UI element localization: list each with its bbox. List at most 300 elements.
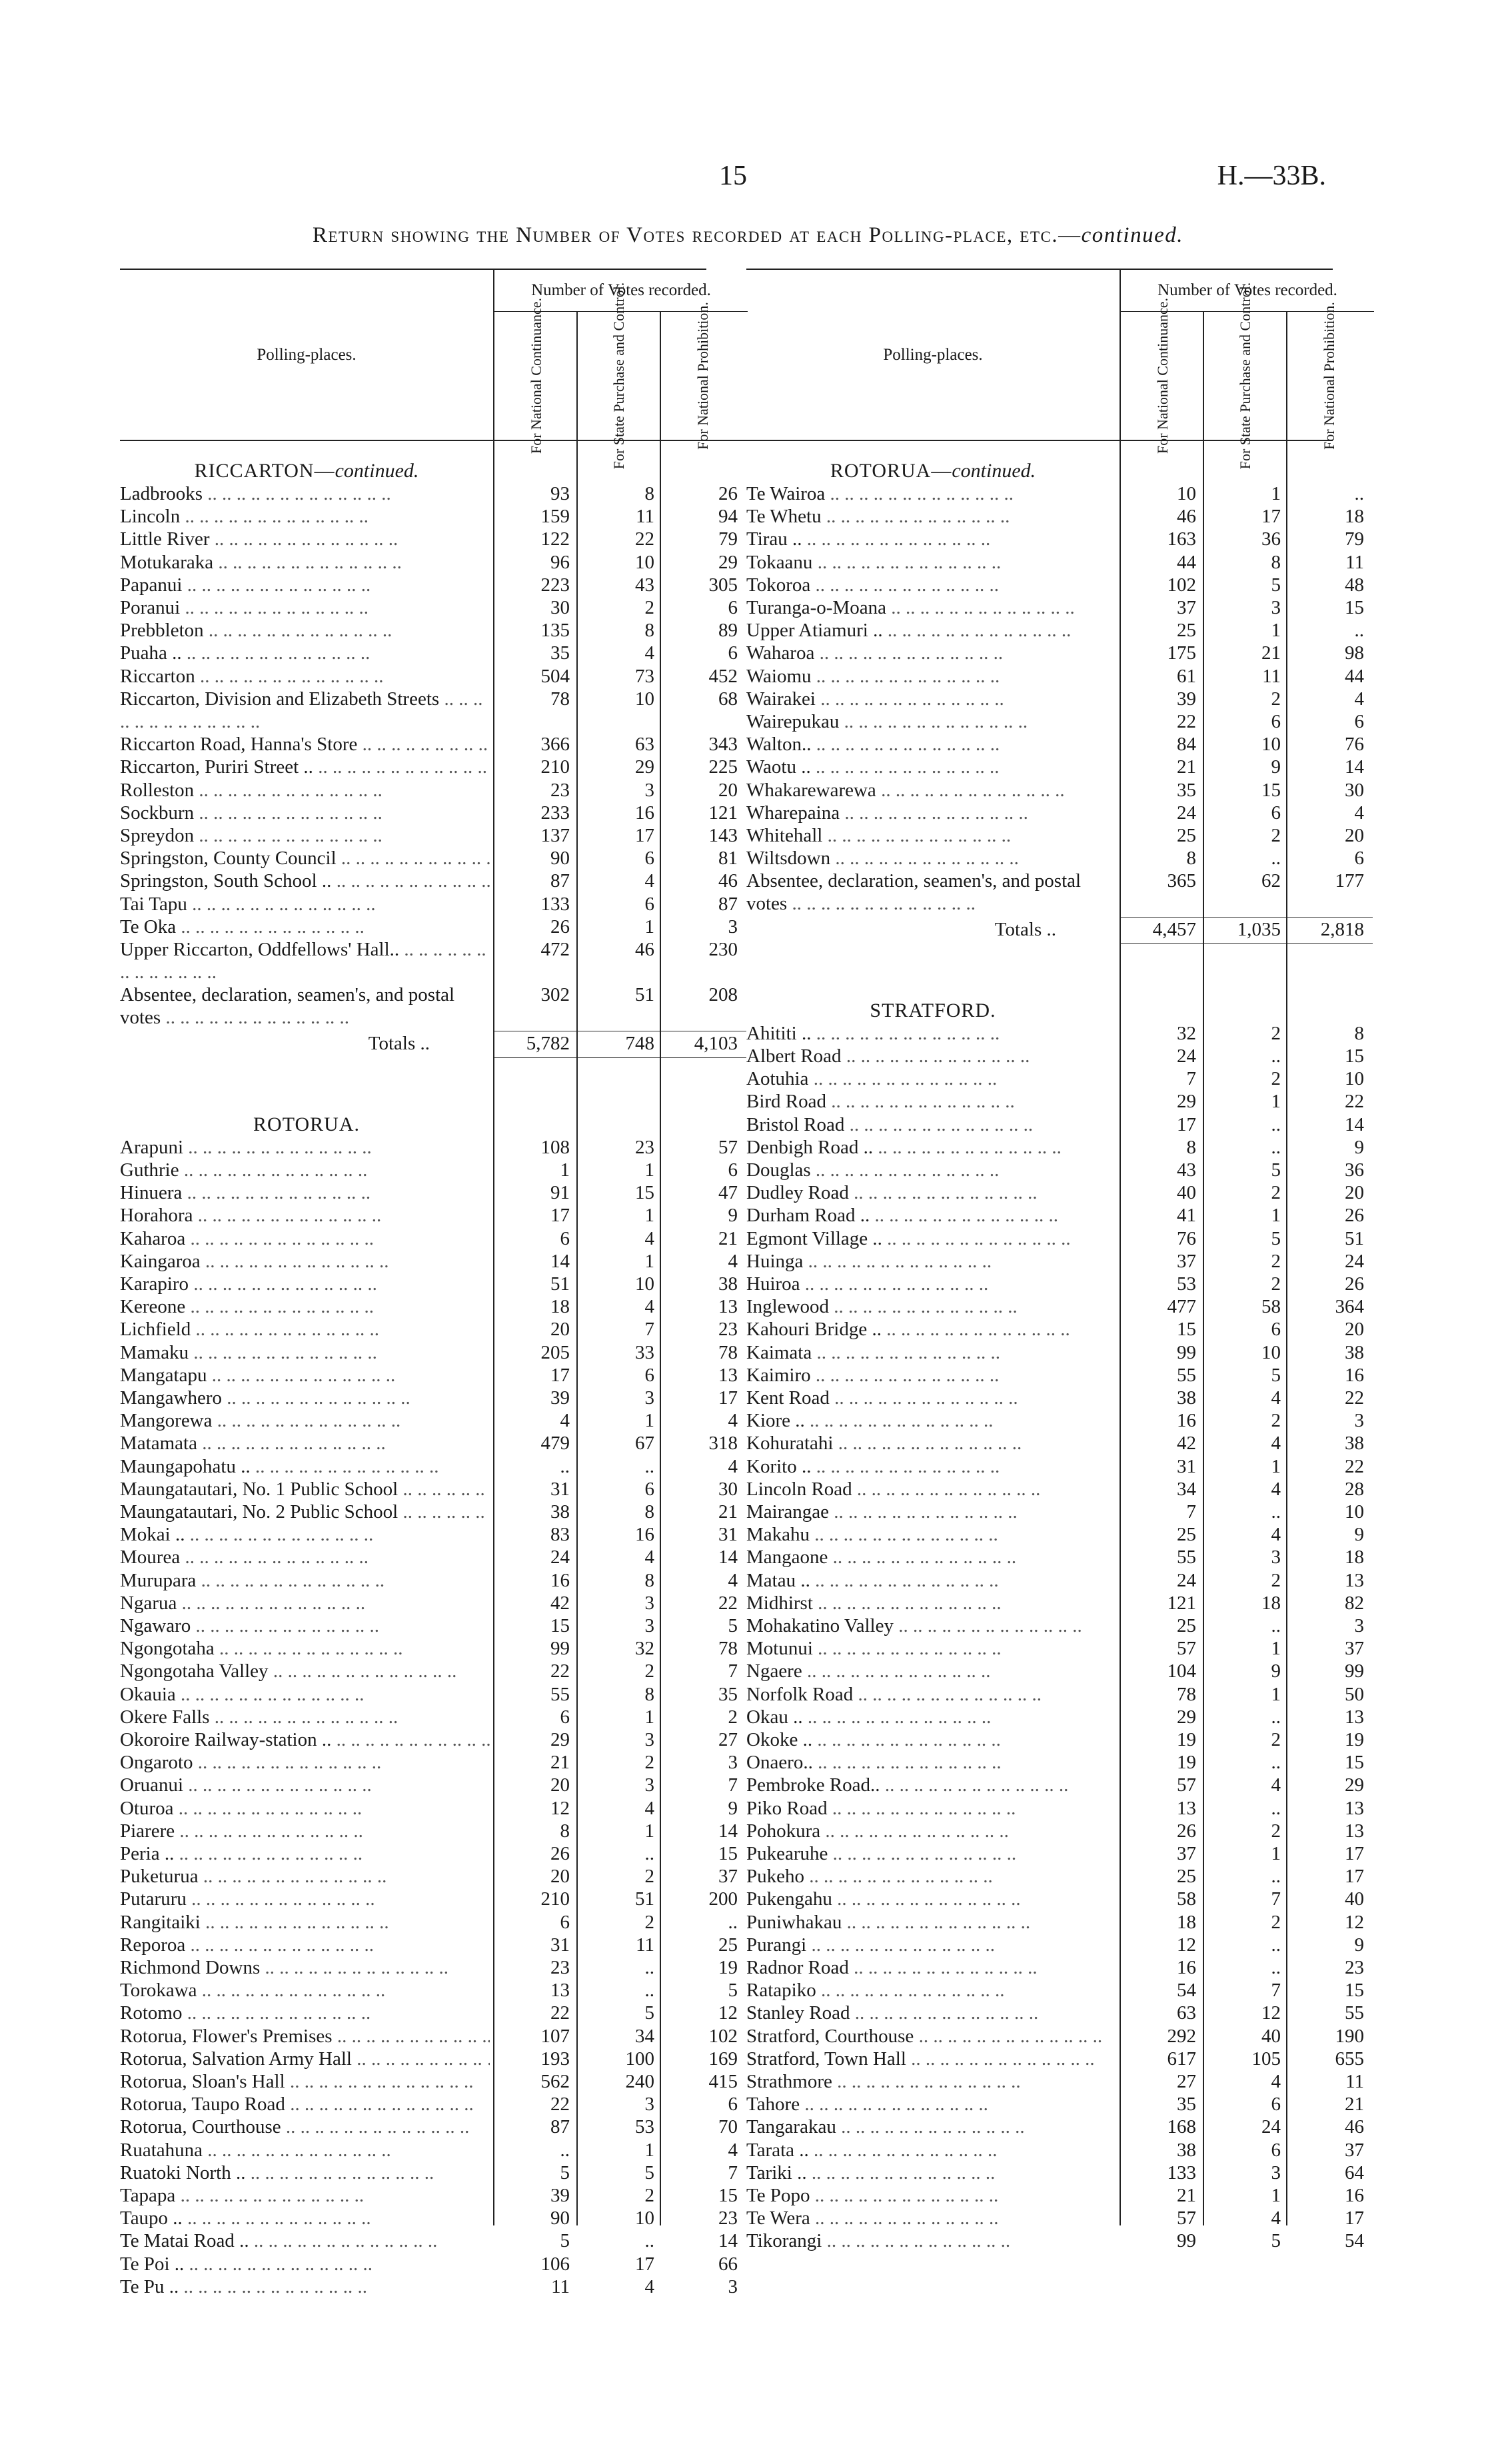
prohibition-votes: 5 xyxy=(728,1980,738,2002)
table-row xyxy=(746,824,1364,847)
section-continued: continued. xyxy=(335,460,419,482)
continuance-votes: 159 xyxy=(540,506,570,528)
table-row xyxy=(746,1432,1364,1455)
polling-place-name: Richmond Downs .. .. xyxy=(120,1956,490,1979)
polling-place-name: Upper Atiamuri .. .. .. xyxy=(746,619,1116,642)
state-purchase-votes: 4 xyxy=(1271,1478,1281,1500)
state-purchase-votes: 2 xyxy=(1271,1410,1281,1432)
continuance-votes: 84 xyxy=(1177,734,1196,756)
prohibition-votes: 21 xyxy=(718,1227,738,1249)
table-row xyxy=(746,1797,1364,1820)
table-row xyxy=(746,2002,1364,2024)
continuance-votes: 12 xyxy=(1177,1934,1196,1956)
state-purchase-votes: 4 xyxy=(644,1227,654,1249)
state-purchase-votes: 4 xyxy=(1271,2071,1281,2092)
state-purchase-votes: 5 xyxy=(1271,1159,1281,1181)
polling-place-name: Bird Road .. .. xyxy=(746,1090,1116,1113)
state-purchase-votes: 3 xyxy=(644,1774,654,1796)
polling-place-name: Mangatapu .. .. xyxy=(120,1364,490,1387)
table-row xyxy=(746,1250,1364,1273)
prohibition-votes: 44 xyxy=(1345,665,1364,687)
prohibition-votes: 70 xyxy=(718,2116,738,2138)
state-purchase-votes: 105 xyxy=(1251,2048,1281,2070)
table-row xyxy=(120,938,746,961)
prohibition-votes: 51 xyxy=(1345,1227,1364,1249)
state-purchase-votes: 10 xyxy=(1261,734,1281,756)
table-row xyxy=(120,2048,746,2070)
polling-place-name: Pohokura .. .. xyxy=(746,1820,1116,1842)
polling-place-name: Okoroire Railway-station .. .. .. xyxy=(120,1728,490,1751)
table-row xyxy=(746,1409,1364,1432)
state-purchase-votes: 51 xyxy=(635,984,654,1006)
table-row xyxy=(746,1045,1364,1067)
state-purchase-votes: 36 xyxy=(1261,528,1281,550)
prohibition-votes: 35 xyxy=(718,1683,738,1705)
table-row xyxy=(746,642,1364,664)
state-purchase-votes: 240 xyxy=(625,2071,654,2092)
prohibition-votes: 415 xyxy=(708,2071,738,2092)
prohibition-votes: 38 xyxy=(1345,1433,1364,1455)
polling-place-name: Rotorua, Sloan's Hall .. .. xyxy=(120,2070,490,2093)
state-purchase-votes: 3 xyxy=(644,1729,654,1750)
prohibition-votes: 4 xyxy=(728,1455,738,1477)
table-row xyxy=(746,1751,1364,1774)
polling-place-name: Arapuni .. .. xyxy=(120,1136,490,1159)
state-purchase-votes: 8 xyxy=(644,1501,654,1523)
continuance-votes: 39 xyxy=(1177,688,1196,710)
prohibition-votes: 452 xyxy=(708,665,738,687)
table-row xyxy=(746,1569,1364,1592)
table-row xyxy=(746,1820,1364,1842)
table-row xyxy=(746,2139,1364,2161)
state-purchase-votes: 1 xyxy=(1271,1455,1281,1477)
continuance-votes: 6 xyxy=(560,1706,570,1728)
polling-place-name: Mokai .. .. .. xyxy=(120,1523,490,1546)
table-row xyxy=(746,1888,1364,1910)
table-row xyxy=(746,665,1364,688)
continuance-votes: 24 xyxy=(1177,802,1196,824)
prohibition-votes: .. xyxy=(1354,620,1364,642)
state-purchase-votes: 4 xyxy=(644,870,654,892)
polling-place-name: Maungatautari, No. 1 Public School .. .. xyxy=(120,1478,490,1501)
continuance-votes: 135 xyxy=(540,620,570,642)
state-purchase-votes: 73 xyxy=(635,665,654,687)
continuance-votes: 42 xyxy=(1177,1433,1196,1455)
state-purchase-votes: 4 xyxy=(1271,1387,1281,1409)
state-purchase-votes: 2 xyxy=(1271,1068,1281,1090)
state-purchase-votes: 17 xyxy=(635,2253,654,2275)
prohibition-votes: 9 xyxy=(728,1797,738,1819)
prohibition-votes: 3 xyxy=(728,1752,738,1774)
continuance-votes: 29 xyxy=(1177,1706,1196,1728)
continuance-votes: 13 xyxy=(1177,1797,1196,1819)
polling-place-name: Te Whetu .. .. xyxy=(746,505,1116,528)
continuance-votes: 25 xyxy=(1177,825,1196,846)
prohibition-votes: 15 xyxy=(1345,1045,1364,1067)
table-row xyxy=(746,1934,1364,1956)
state-purchase-votes: .. xyxy=(1271,1706,1281,1728)
polling-place-name: Wairepukau .. .. xyxy=(746,710,1116,733)
table-row xyxy=(746,2184,1364,2207)
table-row xyxy=(746,1979,1364,2002)
prohibition-votes: 15 xyxy=(718,2185,738,2206)
continuance-votes: 15 xyxy=(1177,1319,1196,1341)
state-purchase-votes: 4 xyxy=(644,2275,654,2297)
section-heading xyxy=(746,460,1120,482)
prohibition-votes: 225 xyxy=(708,756,738,778)
state-purchase-votes: 2 xyxy=(1271,1820,1281,1842)
continuance-votes: 31 xyxy=(1177,1455,1196,1477)
continuance-votes: 40 xyxy=(1177,1182,1196,1204)
prohibition-votes: 20 xyxy=(1345,825,1364,846)
polling-place-name: Putaruru .. .. xyxy=(120,1888,490,1910)
table-row xyxy=(746,1113,1364,1136)
state-purchase-votes: 6 xyxy=(1271,802,1281,824)
table-row xyxy=(746,2116,1364,2138)
table-row xyxy=(746,1842,1364,1865)
polling-place-name: Tokaanu .. .. xyxy=(746,551,1116,574)
table-row xyxy=(746,1956,1364,1979)
table-row xyxy=(746,619,1364,642)
state-purchase-votes: 10 xyxy=(1261,1341,1281,1363)
continuance-votes: 12 xyxy=(550,1797,570,1819)
prohibition-votes: 13 xyxy=(1345,1820,1364,1842)
prohibition-votes: 4 xyxy=(1354,802,1364,824)
polling-place-name: Rotorua, Flower's Premises .. .. xyxy=(120,2025,490,2048)
prohibition-votes: 79 xyxy=(718,528,738,550)
state-purchase-votes: 10 xyxy=(635,2207,654,2229)
state-purchase-votes: 10 xyxy=(635,688,654,710)
continuance-votes: 193 xyxy=(540,2048,570,2070)
polling-place-name: Stratford, Town Hall .. .. xyxy=(746,2048,1116,2070)
polling-place-name: Purangi .. .. xyxy=(746,1934,1116,1956)
state-purchase-votes: 5 xyxy=(644,2161,654,2183)
table-row xyxy=(120,1842,746,1865)
polling-place-name: Lichfield .. .. xyxy=(120,1318,490,1341)
state-purchase-votes: .. xyxy=(644,1455,654,1477)
continuance-votes: 477 xyxy=(1167,1296,1196,1318)
state-purchase-votes: 40 xyxy=(1261,2025,1281,2047)
state-purchase-votes: 67 xyxy=(635,1433,654,1455)
prohibition-votes: 14 xyxy=(1345,1113,1364,1135)
polling-place-name: Douglas .. .. xyxy=(746,1159,1116,1181)
title-main: Return showing the Number of Votes recorded at each Polling-place, etc.— xyxy=(312,223,1082,247)
continuance-votes: 57 xyxy=(1177,2207,1196,2229)
polling-place-name: Te Pu .. .. .. xyxy=(120,2275,490,2298)
state-purchase-votes: 24 xyxy=(1261,2116,1281,2138)
prohibition-votes: 22 xyxy=(1345,1091,1364,1113)
state-purchase-votes: 51 xyxy=(635,1888,654,1910)
polling-place-name: Te Popo .. .. xyxy=(746,2184,1116,2207)
table-row xyxy=(746,1478,1364,1501)
prohibition-votes: 19 xyxy=(718,1957,738,1978)
table-row xyxy=(746,1067,1364,1090)
prohibition-votes: 21 xyxy=(1345,2094,1364,2116)
polling-place-name: Rotorua, Taupo Road .. .. xyxy=(120,2093,490,2116)
continuance-votes: 29 xyxy=(1177,1091,1196,1113)
prohibition-votes: 6 xyxy=(728,642,738,664)
prohibition-votes: 3 xyxy=(1354,1410,1364,1432)
prohibition-votes: 10 xyxy=(1345,1501,1364,1523)
polling-place-name: Ruatahuna .. .. xyxy=(120,2139,490,2161)
polling-place-name: Motukaraka .. .. xyxy=(120,551,490,574)
table-row xyxy=(746,1364,1364,1387)
table-row xyxy=(120,983,746,1029)
table-row xyxy=(120,1341,746,1364)
polling-place-name: Rangitaiki .. .. xyxy=(120,1911,490,1934)
polling-place-name: Kaingaroa .. .. xyxy=(120,1250,490,1273)
continuance-votes: 96 xyxy=(550,551,570,573)
prohibition-votes: 10 xyxy=(1345,1068,1364,1090)
table-row xyxy=(120,596,746,619)
prohibition-votes: 14 xyxy=(718,2230,738,2252)
state-purchase-votes: 6 xyxy=(1271,1319,1281,1341)
prohibition-votes: 78 xyxy=(718,1341,738,1363)
state-purchase-votes: 16 xyxy=(635,1524,654,1546)
state-purchase-votes: 15 xyxy=(635,1182,654,1204)
continuance-votes: 17 xyxy=(550,1205,570,1227)
prohibition-votes: 14 xyxy=(718,1546,738,1568)
polling-place-name: Mamaku .. .. xyxy=(120,1341,490,1364)
table-row xyxy=(746,1592,1364,1614)
state-purchase-votes: .. xyxy=(1271,1957,1281,1978)
continuance-votes: 175 xyxy=(1167,642,1196,664)
continuance-votes: 562 xyxy=(540,2071,570,2092)
table-row xyxy=(746,2161,1364,2184)
table-row xyxy=(120,2275,746,2298)
continuance-votes: 106 xyxy=(540,2253,570,2275)
continuance-votes: 104 xyxy=(1167,1660,1196,1682)
state-purchase-votes: 29 xyxy=(635,756,654,778)
state-purchase-votes: 9 xyxy=(1271,1660,1281,1682)
polling-place-name: Spreydon .. .. xyxy=(120,824,490,847)
state-purchase-votes: 3 xyxy=(644,1615,654,1636)
state-purchase-votes: 2 xyxy=(1271,1022,1281,1044)
prohibition-votes: .. xyxy=(1354,483,1364,504)
prohibition-votes: 24 xyxy=(1345,1250,1364,1272)
table-row xyxy=(120,1820,746,1842)
polling-place-name: Waotu .. .. .. xyxy=(746,756,1116,778)
prohibition-votes: 6 xyxy=(728,2094,738,2116)
polling-place-name: Peria .. .. .. xyxy=(120,1842,490,1865)
table-row xyxy=(746,1865,1364,1888)
state-purchase-votes: 3 xyxy=(644,1592,654,1614)
prohibition-votes: 20 xyxy=(1345,1319,1364,1341)
state-purchase-votes: 5 xyxy=(644,2002,654,2024)
table-row xyxy=(746,1022,1364,1045)
table-row xyxy=(120,1911,746,1934)
prohibition-votes: 29 xyxy=(1345,1774,1364,1796)
state-purchase-votes: .. xyxy=(1271,1113,1281,1135)
continuance-votes: 210 xyxy=(540,1888,570,1910)
continuance-votes: 20 xyxy=(550,1866,570,1888)
polling-place-name: Puaha .. .. .. xyxy=(120,642,490,664)
continuance-votes: 19 xyxy=(1177,1752,1196,1774)
continuance-votes: 122 xyxy=(540,528,570,550)
table-row xyxy=(746,756,1364,778)
table-row xyxy=(120,802,746,824)
prohibition-votes: 318 xyxy=(708,1433,738,1455)
prohibition-votes: 177 xyxy=(1335,870,1364,892)
continuance-votes: 137 xyxy=(540,825,570,846)
state-purchase-votes: 1 xyxy=(644,1820,654,1842)
state-purchase-votes: 3 xyxy=(644,1387,654,1409)
prohibition-votes: 102 xyxy=(708,2025,738,2047)
state-purchase-votes: 2 xyxy=(1271,825,1281,846)
continuance-votes: 41 xyxy=(1177,1205,1196,1227)
table-row xyxy=(746,1660,1364,1682)
continuance-votes: 16 xyxy=(550,1569,570,1591)
polling-place-name: Poranui .. .. xyxy=(120,596,490,619)
state-purchase-votes: 2 xyxy=(1271,1182,1281,1204)
table-row xyxy=(120,893,746,916)
continuance-votes: 42 xyxy=(550,1592,570,1614)
continuance-votes: 504 xyxy=(540,665,570,687)
state-purchase-votes: 5 xyxy=(1271,2230,1281,2252)
prohibition-votes: 17 xyxy=(1345,1843,1364,1864)
prohibition-votes: 15 xyxy=(1345,597,1364,618)
state-purchase-votes: 2 xyxy=(644,1911,654,1933)
prohibition-votes: 143 xyxy=(708,825,738,846)
table-row xyxy=(120,505,746,528)
continuance-votes: 24 xyxy=(1177,1045,1196,1067)
totals-label: Totals .. xyxy=(368,1032,430,1054)
table-row xyxy=(120,1523,746,1546)
table-row xyxy=(746,2025,1364,2048)
table-row xyxy=(746,1637,1364,1660)
polling-place-name: Lincoln .. .. xyxy=(120,505,490,528)
prohibition-votes: 15 xyxy=(1345,1980,1364,2002)
polling-place-name: Huiroa .. .. xyxy=(746,1273,1116,1295)
continuance-votes: 31 xyxy=(550,1934,570,1956)
table-row xyxy=(120,1273,746,1295)
continuance-votes: 61 xyxy=(1177,665,1196,687)
polling-place-name: Tahore .. .. xyxy=(746,2093,1116,2116)
polling-place-name: Rotorua, Salvation Army Hall .. .. xyxy=(120,2048,490,2070)
table-row xyxy=(746,505,1364,528)
continuance-votes: 20 xyxy=(550,1319,570,1341)
state-purchase-votes: 11 xyxy=(1262,665,1281,687)
table-row xyxy=(746,1683,1364,1706)
prohibition-votes: 17 xyxy=(1345,2207,1364,2229)
table-row xyxy=(746,2093,1364,2116)
state-purchase-votes: 4 xyxy=(1271,1774,1281,1796)
table-row xyxy=(120,2253,746,2275)
polling-place-name: Waiomu .. .. xyxy=(746,665,1116,688)
table-row xyxy=(120,1295,746,1318)
continuance-votes: 21 xyxy=(1177,756,1196,778)
polling-place-name: Strathmore .. .. xyxy=(746,2070,1116,2093)
prohibition-votes: 17 xyxy=(1345,1866,1364,1888)
table-row xyxy=(746,870,1364,915)
table-row xyxy=(120,1409,746,1432)
table-row xyxy=(120,1159,746,1181)
polling-place-name: Pembroke Road.. .. .. xyxy=(746,1774,1116,1796)
table-row xyxy=(746,1911,1364,1934)
polling-place-name: Tokoroa .. .. xyxy=(746,574,1116,596)
prohibition-votes: 26 xyxy=(1345,1273,1364,1295)
continuance-votes: 23 xyxy=(550,1957,570,1978)
polling-place-name: Mairangae .. .. xyxy=(746,1501,1116,1523)
prohibition-votes: 17 xyxy=(718,1387,738,1409)
polling-place-name: Te Poi .. .. .. xyxy=(120,2253,490,2275)
prohibition-votes: 22 xyxy=(1345,1387,1364,1409)
continuance-votes: 35 xyxy=(1177,2094,1196,2116)
polling-place-name: Te Wera .. .. xyxy=(746,2207,1116,2229)
state-purchase-votes: 33 xyxy=(635,1341,654,1363)
table-row xyxy=(746,1204,1364,1227)
total-votes: 5,782 xyxy=(526,1032,570,1054)
prohibition-votes: 7 xyxy=(728,2161,738,2183)
continuance-votes: 78 xyxy=(550,688,570,710)
continuance-votes: 7 xyxy=(1186,1501,1196,1523)
polling-place-name: Whakarewarewa .. .. xyxy=(746,779,1116,802)
continuance-votes: 23 xyxy=(550,779,570,801)
table-row xyxy=(120,1614,746,1637)
table-row xyxy=(120,2025,746,2048)
prohibition-votes: 16 xyxy=(1345,1364,1364,1386)
prohibition-votes: 22 xyxy=(1345,1455,1364,1477)
state-purchase-votes: .. xyxy=(644,1957,654,1978)
polling-place-name: Pukeho .. .. xyxy=(746,1865,1116,1888)
table-row xyxy=(746,1318,1364,1341)
continuance-votes: 29 xyxy=(550,1729,570,1750)
continuance-votes: 87 xyxy=(550,2116,570,2138)
continuance-votes: 18 xyxy=(1177,1911,1196,1933)
section-name: ROTORUA— xyxy=(830,460,952,482)
state-purchase-votes: 1 xyxy=(1271,620,1281,642)
prohibition-votes: 7 xyxy=(728,1774,738,1796)
prohibition-votes: 11 xyxy=(1345,551,1364,573)
prohibition-header: For National Prohibition. xyxy=(1286,311,1371,440)
polling-place-name: Mangawhero .. .. xyxy=(120,1387,490,1409)
table-row xyxy=(746,1159,1364,1181)
continuance-votes: 38 xyxy=(1177,1387,1196,1409)
state-purchase-votes: 6 xyxy=(644,893,654,915)
continuance-votes: 108 xyxy=(540,1136,570,1158)
continuance-votes: 133 xyxy=(1167,2161,1196,2183)
continuance-votes: 32 xyxy=(1177,1022,1196,1044)
continuance-votes: 25 xyxy=(1177,620,1196,642)
prohibition-votes: 38 xyxy=(718,1273,738,1295)
state-purchase-votes: .. xyxy=(1271,1501,1281,1523)
polling-place-name: Absentee, declaration, seamen's, and postal votes .. .. xyxy=(120,983,490,1029)
continuance-votes: 11 xyxy=(551,2275,570,2297)
prohibition-header: For National Prohibition. xyxy=(660,311,744,440)
table-row xyxy=(120,1181,746,1204)
table-row xyxy=(120,2070,746,2093)
continuance-votes: 87 xyxy=(550,870,570,892)
totals-bottom-rule xyxy=(1120,943,1373,944)
polling-place-name: Kiore .. .. .. xyxy=(746,1409,1116,1432)
totals-bottom-rule xyxy=(493,1057,746,1058)
continuance-votes: 210 xyxy=(540,756,570,778)
prohibition-votes: 200 xyxy=(708,1888,738,1910)
polling-places-header: Polling-places. xyxy=(257,345,357,364)
state-purchase-votes: 1 xyxy=(1271,1091,1281,1113)
continuance-votes: 15 xyxy=(550,1615,570,1636)
polling-place-name: Torokawa .. .. xyxy=(120,1979,490,2002)
continuance-votes: 133 xyxy=(540,893,570,915)
polling-place-name: Piko Road .. .. xyxy=(746,1797,1116,1820)
continuance-votes: 13 xyxy=(550,1980,570,2002)
continuance-votes: 365 xyxy=(1167,870,1196,892)
continuance-votes: 38 xyxy=(550,1501,570,1523)
state-purchase-votes: 1 xyxy=(644,2139,654,2161)
table-row xyxy=(746,2070,1364,2093)
state-purchase-votes: 1 xyxy=(1271,483,1281,504)
table-row xyxy=(746,1387,1364,1409)
